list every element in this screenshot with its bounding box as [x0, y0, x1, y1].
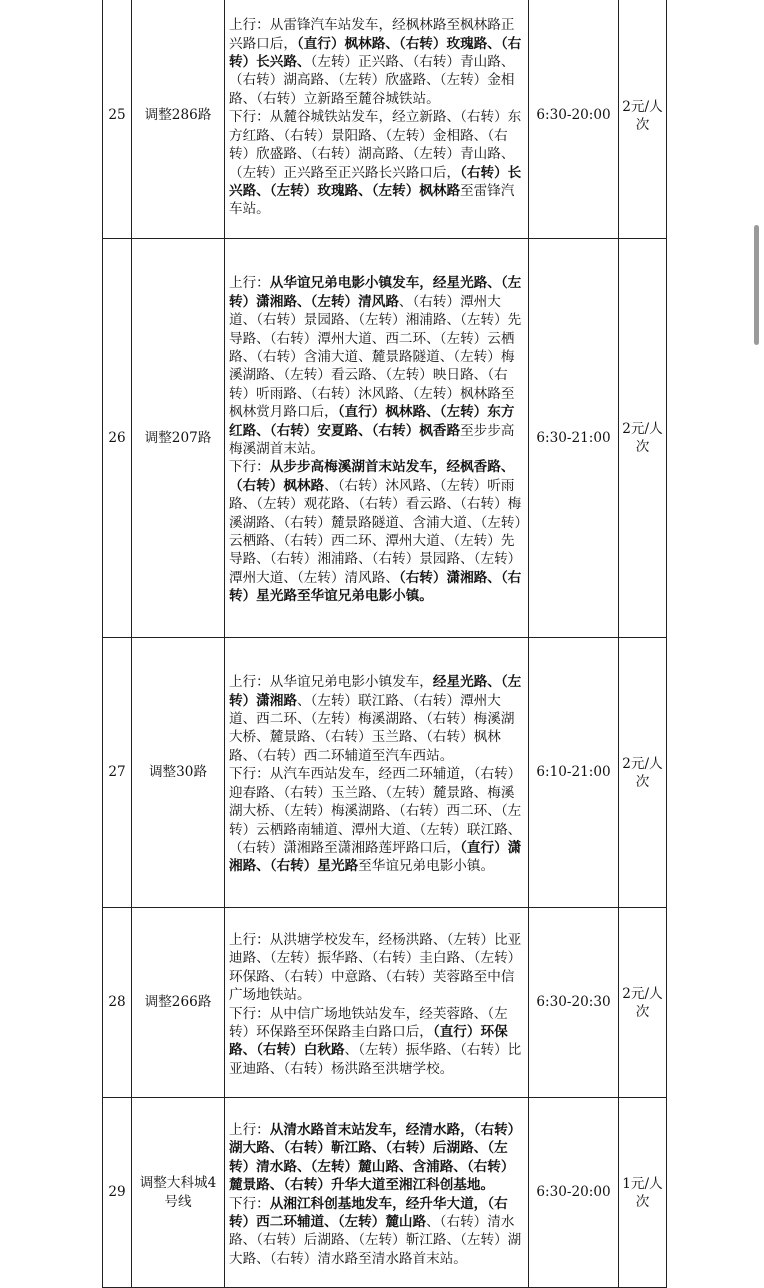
service-hours: 6:30-20:00 — [529, 0, 619, 239]
fare: 2元/人次 — [619, 638, 667, 908]
route-name: 调整30路 — [132, 638, 225, 908]
bold-route-segment: （直行）环保路、（右转）白秋路 — [229, 1023, 508, 1059]
bold-route-segment: （右转）潇湘路、（右转）星光路至华谊兄弟电影小镇。 — [229, 569, 522, 605]
table-row — [103, 908, 667, 1098]
route-description — [225, 908, 529, 1098]
route-description — [225, 638, 529, 908]
row-number: 25 — [103, 0, 132, 239]
route-segment: 、（右转）潭州大道、（右转）景园路、（左转）湘浦路、（左转）先导路、（右转）潭州大道、西二环、（左转）云栖路、（右转）含浦大道、麓景路隧道、（左转）梅溪湖路、（左转）看云路、（左转）映日路、（右转）听雨路、（右转）沐风路、（左转）枫林路至枫林赏月路口后， — [229, 293, 522, 421]
table-body — [103, 0, 667, 1288]
route-segment: 上行：从洪塘学校发车，经杨洪路、（左转）比亚迪路、（左转）振华路、（右转）圭白路、（左转）环保路、（右转）中意路、（右转）芙蓉路至中信广场地铁站。 — [229, 931, 522, 1004]
route-segment: 下行：从中信广场地铁站发车，经芙蓉路、（左转）环保路至环保路圭白路口后， — [229, 1005, 508, 1040]
bold-route-segment: （直行）潇湘路、（右转）星光路 — [229, 839, 522, 875]
bold-route-segment: 从清水路首末站发车，经清水路，（右转）湖大路、（右转）靳江路、（右转）后湖路、（左转）清水路、（左转）麓山路、含浦路、（右转）麓景路、（右转）升华大道至湘江科创基地。 — [229, 1121, 522, 1194]
route-name: 调整大科城4号线 — [132, 1098, 225, 1288]
route-segment: 上行：从华谊兄弟电影小镇发车， — [229, 674, 433, 691]
route-segment: 上行： — [229, 1121, 270, 1138]
route-direction-text — [229, 16, 524, 108]
route-segment: 下行：从汽车西站发车，经西二环辅道，（右转）迎春路、（右转）玉兰路、（左转）麓景路、梅溪湖大桥、（左转）梅溪湖路、（右转）西二环、（左转）云栖路南辅道、潭州大道、（左转）联江路、（右转）潇湘路至潇湘路莲坪路口后， — [229, 766, 522, 856]
table-row — [103, 638, 667, 908]
route-description — [225, 0, 529, 239]
fare: 2元/人次 — [619, 0, 667, 239]
route-direction-text — [229, 765, 524, 875]
route-segment: 、（右转）沐风路、（左转）听雨路、（左转）观花路、（右转）看云路、（右转）梅溪湖路、（右转）麓景路隧道、含浦大道、（左转）云栖路、（右转）西二环、潭州大道、（左转）先导路、（右转）湘浦路、（右转）景园路、（左转）潭州大道、（左转）清风路、 — [229, 477, 522, 586]
route-description — [225, 1098, 529, 1288]
route-name: 调整266路 — [132, 908, 225, 1098]
route-direction-text — [229, 1195, 524, 1269]
row-number: 27 — [103, 638, 132, 908]
service-hours: 6:10-21:00 — [529, 638, 619, 908]
route-segment: 至华谊兄弟电影小镇。 — [358, 858, 495, 875]
route-segment: 下行：从麓谷城铁站发车，经立新路、（右转）东方红路、（右转）景阳路、（左转）金相路、（右转）欣盛路、（右转）湖高路、（左转）青山路、（左转）正兴路至正兴路长兴路口后， — [229, 109, 522, 181]
route-direction-text — [229, 458, 524, 605]
bold-route-segment: 经星光路、（左转）潇湘路 — [229, 674, 522, 709]
service-hours: 6:30-21:00 — [529, 239, 619, 638]
bold-route-segment: （直行）枫林路、（右转）玫瑰路、（右转）长兴路、 — [229, 35, 522, 71]
bold-route-segment: 从华谊兄弟电影小镇发车，经星光路、（左转）潇湘路、（左转）清风路 — [229, 275, 522, 310]
table-row — [103, 0, 667, 239]
route-direction-text — [229, 673, 524, 765]
row-number: 29 — [103, 1098, 132, 1288]
route-name: 调整207路 — [132, 239, 225, 638]
route-description — [225, 239, 529, 638]
route-adjustment-table — [102, 0, 666, 1288]
route-segment: 、（左转）振华路、（右转）比亚迪路、（右转）杨洪路至洪塘学校。 — [229, 1042, 522, 1077]
route-direction-text — [229, 931, 524, 1005]
route-segment: 、（右转）清水路、（右转）后湖路、（左转）靳江路、（左转）湖大路、（右转）清水路至清水路首末站。 — [229, 1213, 522, 1267]
route-direction-text — [229, 1121, 524, 1195]
route-direction-text — [229, 1005, 524, 1079]
scrollbar-thumb[interactable] — [754, 225, 759, 345]
route-direction-text — [229, 108, 524, 218]
row-number: 28 — [103, 908, 132, 1098]
table-row — [103, 1098, 667, 1288]
service-hours: 6:30-20:30 — [529, 908, 619, 1098]
fare: 1元/人次 — [619, 1098, 667, 1288]
bold-route-segment: （右转）长兴路、（左转）玫瑰路、（左转）枫林路 — [229, 164, 522, 199]
route-segment: 、（左转）联江路、（右转）潭州大道、西二环、（左转）梅溪湖路、（右转）梅溪湖大桥、麓景路、（右转）玉兰路、（右转）枫林路、（右转）西二环辅道至汽车西站。 — [229, 692, 515, 764]
bold-route-segment: （直行）枫林路、（左转）东方红路、（右转）安夏路、（右转）枫香路 — [229, 404, 515, 439]
table — [102, 0, 667, 1288]
route-segment: 下行： — [229, 1195, 270, 1212]
bold-route-segment: 从步步高梅溪湖首末站发车，经枫香路、（右转）枫林路 — [229, 459, 515, 494]
route-segment: 下行： — [229, 459, 270, 476]
route-segment: 至雷锋汽车站。 — [229, 182, 515, 218]
route-segment: 至步步高梅溪湖首末站。 — [229, 422, 515, 457]
fare: 2元/人次 — [619, 239, 667, 638]
bold-route-segment: 从湘江科创基地发车，经升华大道，（右转）西二环辅道、（左转）麓山路 — [229, 1195, 508, 1230]
route-segment: 上行：从雷锋汽车站发车，经枫林路至枫林路正兴路口后， — [229, 17, 515, 52]
route-name: 调整286路 — [132, 0, 225, 239]
table-row — [103, 239, 667, 638]
service-hours: 6:30-20:00 — [529, 1098, 619, 1288]
row-number: 26 — [103, 239, 132, 638]
route-direction-text — [229, 274, 524, 458]
fare: 2元/人次 — [619, 908, 667, 1098]
route-segment: （左转）正兴路、（右转）青山路、（右转）湖高路、（左转）欣盛路、（左转）金相路、（右转）立新路至麓谷城铁站。 — [229, 54, 515, 107]
route-segment: 上行： — [229, 275, 270, 292]
